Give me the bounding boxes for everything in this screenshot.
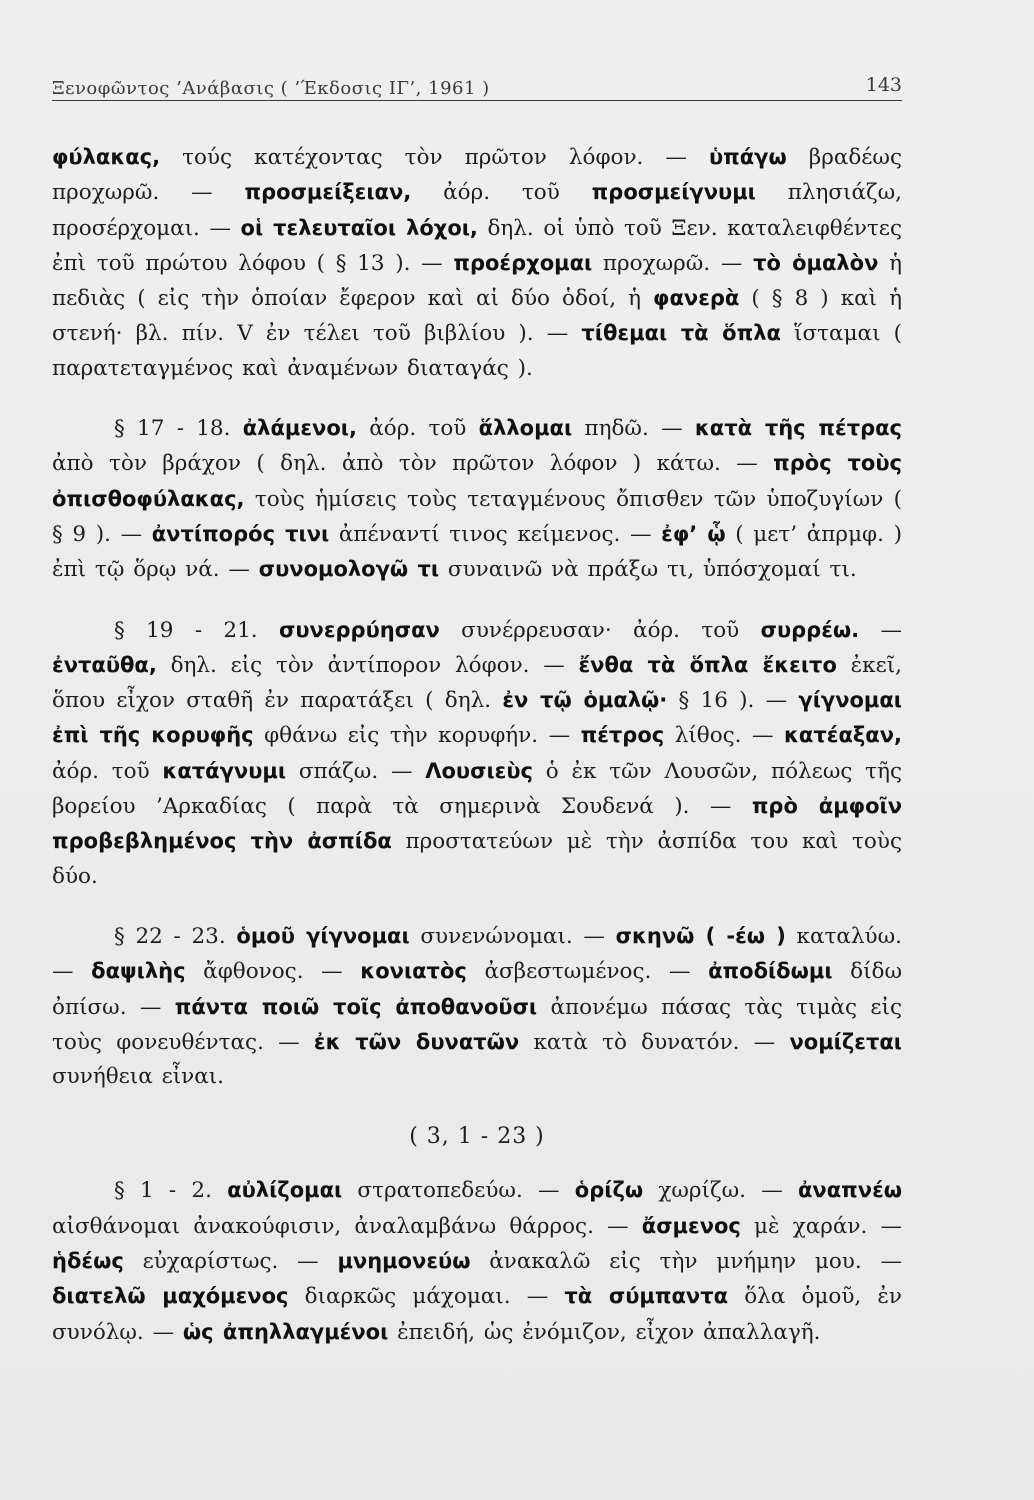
gloss-text: πηδῶ. — xyxy=(572,416,695,442)
gloss-text: βραδέως προχωρῶ. — xyxy=(52,145,903,206)
headword: ἔνθα τὰ ὅπλα ἔκειτο xyxy=(578,652,837,677)
headword: ἅλλομαι xyxy=(478,416,573,441)
gloss-text: ἀόρ. τοῦ xyxy=(52,758,163,784)
header-title: Ξενοφῶντος ’Ανάβασις ( ’Έκδοσις ΙΓ’, 1961 ) xyxy=(52,78,490,99)
headword: αὐλίζομαι xyxy=(227,1178,343,1203)
headword: ὑπάγω xyxy=(708,145,787,169)
gloss-text: ἐπειδή, ὡς ἐνόμιζον, εἶχον ἀπαλλαγῆ. xyxy=(388,1319,821,1345)
gloss-text: διαρκῶς μάχομαι. — xyxy=(288,1284,565,1310)
headword: ὡς ἀπηλλαγμένοι xyxy=(182,1319,389,1344)
headword: κατάγνυμι xyxy=(162,758,287,783)
gloss-text: συνήθεια εἶναι. xyxy=(52,1064,224,1090)
headword: γίγνομαι ἐπὶ τῆς κορυφῆς xyxy=(52,688,902,748)
commentary-paragraph xyxy=(52,1173,902,1349)
gloss-text: ἀπέναντί τινος κείμενος. — xyxy=(329,521,662,547)
headword: συνομολογῶ τι xyxy=(258,557,440,582)
gloss-text: ἀπονέμω πάσας τὰς τιμὰς εἰς τοὺς φονευθέντας. — xyxy=(52,994,902,1055)
gloss-text: ( § 8 ) καὶ ἡ στενή· βλ. πίν. V ἐν τέλει τοῦ βιβλίου ). — xyxy=(52,286,902,347)
headword: διατελῶ μαχόμενος xyxy=(52,1284,289,1309)
gloss-text: φθάνω εἰς τὴν κορυφήν. — xyxy=(253,723,581,749)
headword: Λουσιεὺς xyxy=(425,758,533,783)
headword: συρρέω. xyxy=(760,617,860,642)
gloss-text: ἡ πεδιὰς ( εἰς τὴν ὁποίαν ἔφερον καὶ αἱ δύο ὁδοί, ἡ xyxy=(52,250,902,312)
gloss-text: σπάζω. — xyxy=(286,758,426,784)
gloss-text: προστατεύων μὲ τὴν ἀσπίδα του καὶ τοὺς δύο. xyxy=(52,829,902,889)
gloss-text: ( μετ’ ἀπρμφ. ) ἐπὶ τῷ ὅρῳ νά. — xyxy=(52,521,902,583)
gloss-text: ὅλα ὁμοῦ, ἐν συνόλῳ. — xyxy=(52,1284,902,1345)
headword: προσμείγνυμι xyxy=(591,180,756,205)
commentary-paragraph xyxy=(52,613,902,894)
gloss-text: ἐκεῖ, ὅπου εἶχον σταθῆ ἐν παρατάξει ( δηλ. xyxy=(52,652,902,714)
gloss-text: αἰσθάνομαι ἀνακούφισιν, ἀναλαμβάνω θάρρος. — xyxy=(52,1213,642,1239)
gloss-text: ἀσβεστωμένος. — xyxy=(466,959,709,985)
gloss-text: συνέρρευσαν· ἀόρ. τοῦ xyxy=(439,617,761,643)
headword: πάντα ποιῶ τοῖς ἀποθανοῦσι xyxy=(174,994,538,1019)
commentary-paragraph xyxy=(52,411,902,587)
running-header xyxy=(52,70,902,101)
gloss-text: στρατοπεδεύω. — xyxy=(342,1178,575,1204)
gloss-text: ἵσταμαι ( παρατεταγμένος καὶ ἀναμένων διαταγάς ). xyxy=(52,321,903,381)
headword: συνερρύησαν xyxy=(278,617,440,642)
gloss-text: κατὰ τὸ δυνατόν. — xyxy=(519,1029,790,1055)
headword: φύλακας, xyxy=(52,145,161,169)
commentary-paragraph xyxy=(52,140,902,386)
gloss-text: § 22 - 23. xyxy=(114,923,237,949)
headword: νομίζεται xyxy=(789,1029,902,1054)
gloss-text: μὲ χαράν. — xyxy=(740,1213,902,1239)
headword: ἐνταῦθα, xyxy=(52,652,157,677)
headword: πέτρος xyxy=(580,723,665,748)
gloss-text: § 17 - 18. xyxy=(114,416,243,442)
gloss-text: πλησιάζω, προσέρχομαι. — xyxy=(52,180,902,241)
gloss-text: συνενώνομαι. — xyxy=(409,923,616,949)
headword: τὰ σύμπαντα xyxy=(564,1284,729,1309)
gloss-text: χωρίζω. — xyxy=(643,1178,798,1204)
gloss-text: συναινῶ νὰ πράξω τι, ὑπόσχομαί τι. xyxy=(439,557,857,583)
headword: ἐφ’ ᾧ xyxy=(661,521,726,546)
gloss-text: § 1 - 2. xyxy=(114,1178,228,1204)
gloss-text: τοὺς ἡμίσεις τοὺς τεταγμένους ὄπισθεν τῶν ὑποζυγίων ( § 9 ). — xyxy=(52,486,902,547)
headword: ἀποδίδωμι xyxy=(708,959,833,984)
gloss-text: δηλ. εἰς τὸν ἀντίπορον λόφον. — xyxy=(156,652,579,678)
gloss-text: καταλύω. — xyxy=(52,923,902,985)
headword: ἀναπνέω xyxy=(798,1178,903,1203)
gloss-text: § 19 - 21. xyxy=(114,617,279,643)
commentary-body xyxy=(52,140,902,1350)
headword: φανερὰ xyxy=(653,286,740,311)
gloss-text: εὐχαρίστως. — xyxy=(123,1249,338,1275)
gloss-text: ἀόρ. τοῦ xyxy=(411,180,592,206)
headword: τίθεμαι τὰ ὅπλα xyxy=(581,321,781,346)
headword: πρὸς τοὺς ὀπισθοφύλακας, xyxy=(52,451,902,511)
headword: δαψιλὴς xyxy=(91,959,186,984)
headword: ἀλάμενοι, xyxy=(242,416,357,441)
headword: προσμείξειαν, xyxy=(244,180,412,205)
headword: τὸ ὁμαλὸν xyxy=(753,250,879,275)
gloss-text: τούς κατέχοντας τὸν πρῶτον λόφον. — xyxy=(160,145,709,170)
headword: ἐν τῷ ὁμαλῷ· xyxy=(502,688,668,713)
headword: προέρχομαι xyxy=(453,250,593,275)
commentary-paragraph xyxy=(52,919,902,1094)
headword: σκηνῶ ( -έω ) xyxy=(615,923,786,948)
gloss-text: ἄφθονος. — xyxy=(185,959,361,985)
headword: ὁμοῦ γίγνομαι xyxy=(236,923,410,948)
headword: μνημονεύω xyxy=(337,1249,471,1274)
page-number: 143 xyxy=(865,74,902,96)
headword: ὁρίζω xyxy=(574,1178,644,1203)
gloss-text: δηλ. οἱ ὑπὸ τοῦ Ξεν. καταλειφθέντες ἐπὶ τοῦ πρώτου λόφου ( § 13 ). — xyxy=(52,215,902,276)
gloss-text: § 16 ). — xyxy=(667,688,799,714)
gloss-text: ἀπὸ τὸν βράχον ( δηλ. ἀπὸ τὸν πρῶτον λόφον ) κάτω. — xyxy=(52,451,774,477)
headword: ἐκ τῶν δυνατῶν xyxy=(313,1029,520,1054)
gloss-text: — xyxy=(859,617,902,643)
gloss-text: δίδω ὀπίσω. — xyxy=(52,959,902,1020)
headword: ἀντίπορός τινι xyxy=(151,521,330,546)
headword: κατὰ τῆς πέτρας xyxy=(694,416,903,441)
gloss-text: προχωρῶ. — xyxy=(592,250,754,276)
headword: πρὸ ἀμφοῖν προβεβλημένος τὴν ἀσπίδα xyxy=(52,794,902,854)
gloss-text: ὁ ἐκ τῶν Λουσῶν, πόλεως τῆς βορείου ’Αρκαδίας ( παρὰ τὰ σημερινὰ Σουδενά ). — xyxy=(52,758,902,820)
headword: κονιατὸς xyxy=(360,959,467,984)
section-heading: ( 3, 1 - 23 ) xyxy=(409,1124,545,1150)
gloss-text: ἀνακαλῶ εἰς τὴν μνήμην μου. — xyxy=(470,1249,902,1275)
headword: οἱ τελευταῖοι λόχοι, xyxy=(240,215,478,240)
headword: ἄσμενος xyxy=(641,1213,741,1238)
gloss-text: ἀόρ. τοῦ xyxy=(356,416,479,442)
gloss-text: λίθος. — xyxy=(664,723,785,749)
headword: ἡδέως xyxy=(52,1249,124,1274)
headword: κατέαξαν, xyxy=(784,723,902,748)
